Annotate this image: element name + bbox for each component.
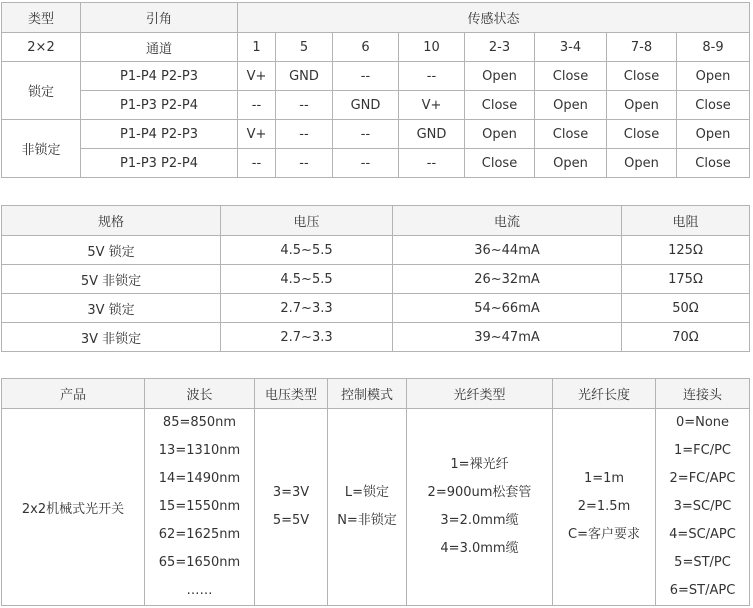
pin-col: 10 [399, 33, 465, 62]
table-cell: 5V 非锁定 [2, 265, 221, 294]
header-fiber-type: 光纤类型 [407, 379, 553, 409]
list-item: 14=1490nm [158, 471, 241, 486]
table-cell: 39~47mA [393, 323, 622, 352]
header-pin: 引角 [81, 3, 238, 33]
list-item: 3=3V [272, 485, 310, 500]
table-cell: Close [535, 62, 607, 91]
channel-cell: P1-P3 P2-P4 [81, 91, 238, 120]
list-item: 85=850nm [162, 415, 237, 430]
table-cell: -- [238, 149, 276, 178]
list-item: 1=FC/PC [673, 443, 731, 458]
table-cell: -- [276, 91, 333, 120]
list-item: N=非锁定 [337, 513, 397, 528]
sensing-status-table [1, 2, 750, 178]
table-row [2, 236, 750, 265]
table-cell: GND [399, 120, 465, 149]
header-spec: 规格 [2, 206, 221, 236]
table-cell: Close [607, 120, 677, 149]
pin-col: 6 [333, 33, 399, 62]
header-type: 类型 [2, 3, 81, 33]
list-item: 3=SC/PC [673, 499, 732, 514]
pin-col: 5 [276, 33, 333, 62]
list-item: 5=ST/PC [674, 555, 731, 570]
table-cell: 50Ω [622, 294, 750, 323]
list-item: 62=1625nm [158, 527, 241, 542]
table-row [2, 294, 750, 323]
fiber-type-list [407, 409, 553, 606]
pin-col: 2-3 [465, 33, 535, 62]
table-row [2, 120, 750, 149]
list-item: 3=2.0mm缆 [440, 513, 519, 528]
list-item: 4=SC/APC [669, 527, 736, 542]
list-item: 2=900um松套管 [427, 485, 532, 500]
list-item: 4=3.0mm缆 [440, 541, 519, 556]
table-cell: Open [607, 149, 677, 178]
product-name: 2x2机械式光开关 [2, 409, 145, 606]
table-cell: Open [677, 62, 750, 91]
table-cell: 36~44mA [393, 236, 622, 265]
ordering-code-table [1, 378, 750, 606]
table-row [2, 91, 750, 120]
header-fiber-length: 光纤长度 [553, 379, 656, 409]
channel-cell: P1-P4 P2-P3 [81, 120, 238, 149]
table-cell: GND [333, 91, 399, 120]
table-cell: 175Ω [622, 265, 750, 294]
header-connector: 连接头 [656, 379, 750, 409]
table-cell: -- [333, 120, 399, 149]
list-item: …… [186, 583, 213, 598]
table-row [2, 33, 750, 62]
channel-cell: P1-P3 P2-P4 [81, 149, 238, 178]
pin-col: 3-4 [535, 33, 607, 62]
table-cell: Close [465, 91, 535, 120]
table-cell: Close [677, 149, 750, 178]
header-sensing-state: 传感状态 [238, 3, 750, 33]
table-cell: Open [465, 62, 535, 91]
header-wavelength: 波长 [145, 379, 255, 409]
pin-col: 8-9 [677, 33, 750, 62]
table-cell: Close [677, 91, 750, 120]
header-voltage-type: 电压类型 [255, 379, 328, 409]
wavelength-list [145, 409, 255, 606]
table-cell: GND [276, 62, 333, 91]
table-cell: -- [238, 91, 276, 120]
table-row [2, 409, 750, 606]
list-item: 65=1650nm [158, 555, 241, 570]
table-cell: 3V 锁定 [2, 294, 221, 323]
header-resistance: 电阻 [622, 206, 750, 236]
table-cell: 3V 非锁定 [2, 323, 221, 352]
table-row [2, 149, 750, 178]
pin-col: 7-8 [607, 33, 677, 62]
header-voltage: 电压 [221, 206, 393, 236]
list-item: 0=None [675, 415, 730, 430]
table-cell: -- [276, 149, 333, 178]
channel-cell: P1-P4 P2-P3 [81, 62, 238, 91]
header-control-mode: 控制模式 [328, 379, 407, 409]
list-item: 6=ST/APC [669, 583, 736, 598]
list-item: 1=裸光纤 [450, 457, 509, 472]
list-item: 15=1550nm [158, 499, 241, 514]
electrical-spec-table [1, 205, 750, 352]
table-cell: Open [677, 120, 750, 149]
table-cell: -- [399, 62, 465, 91]
list-item: L=锁定 [344, 485, 390, 500]
group-latching: 锁定 [2, 62, 81, 120]
table-cell: 26~32mA [393, 265, 622, 294]
header-product: 产品 [2, 379, 145, 409]
table-cell: -- [333, 149, 399, 178]
table-cell: -- [333, 62, 399, 91]
table-cell: V+ [238, 62, 276, 91]
table-cell: V+ [238, 120, 276, 149]
table-cell: 70Ω [622, 323, 750, 352]
list-item: 2=FC/APC [669, 471, 736, 486]
table-cell: 4.5~5.5 [221, 265, 393, 294]
table-cell: Close [535, 120, 607, 149]
table-cell: 5V 锁定 [2, 236, 221, 265]
table-cell: V+ [399, 91, 465, 120]
table-cell: Open [535, 91, 607, 120]
table-row [2, 323, 750, 352]
type-2x2: 2×2 [2, 33, 81, 62]
table-cell: 4.5~5.5 [221, 236, 393, 265]
table-cell: Close [465, 149, 535, 178]
table-cell: Close [607, 62, 677, 91]
list-item: 2=1.5m [577, 499, 631, 514]
table-row [2, 265, 750, 294]
fiber-length-list [553, 409, 656, 606]
header-current: 电流 [393, 206, 622, 236]
table-cell: -- [276, 120, 333, 149]
table-cell: Open [607, 91, 677, 120]
table-cell: -- [399, 149, 465, 178]
table-cell: Open [535, 149, 607, 178]
table-row [2, 62, 750, 91]
connector-list [656, 409, 750, 606]
table-cell: 54~66mA [393, 294, 622, 323]
control-mode-list [328, 409, 407, 606]
pin-col: 1 [238, 33, 276, 62]
table-cell: 2.7~3.3 [221, 294, 393, 323]
table-cell: Open [465, 120, 535, 149]
group-non-latching: 非锁定 [2, 120, 81, 178]
list-item: 1=1m [583, 471, 625, 486]
list-item: 13=1310nm [158, 443, 241, 458]
table-cell: 125Ω [622, 236, 750, 265]
list-item: 5=5V [272, 513, 310, 528]
list-item: C=客户要求 [568, 527, 640, 542]
table-cell: 2.7~3.3 [221, 323, 393, 352]
channel-label: 通道 [81, 33, 238, 62]
voltage-type-list [255, 409, 328, 606]
